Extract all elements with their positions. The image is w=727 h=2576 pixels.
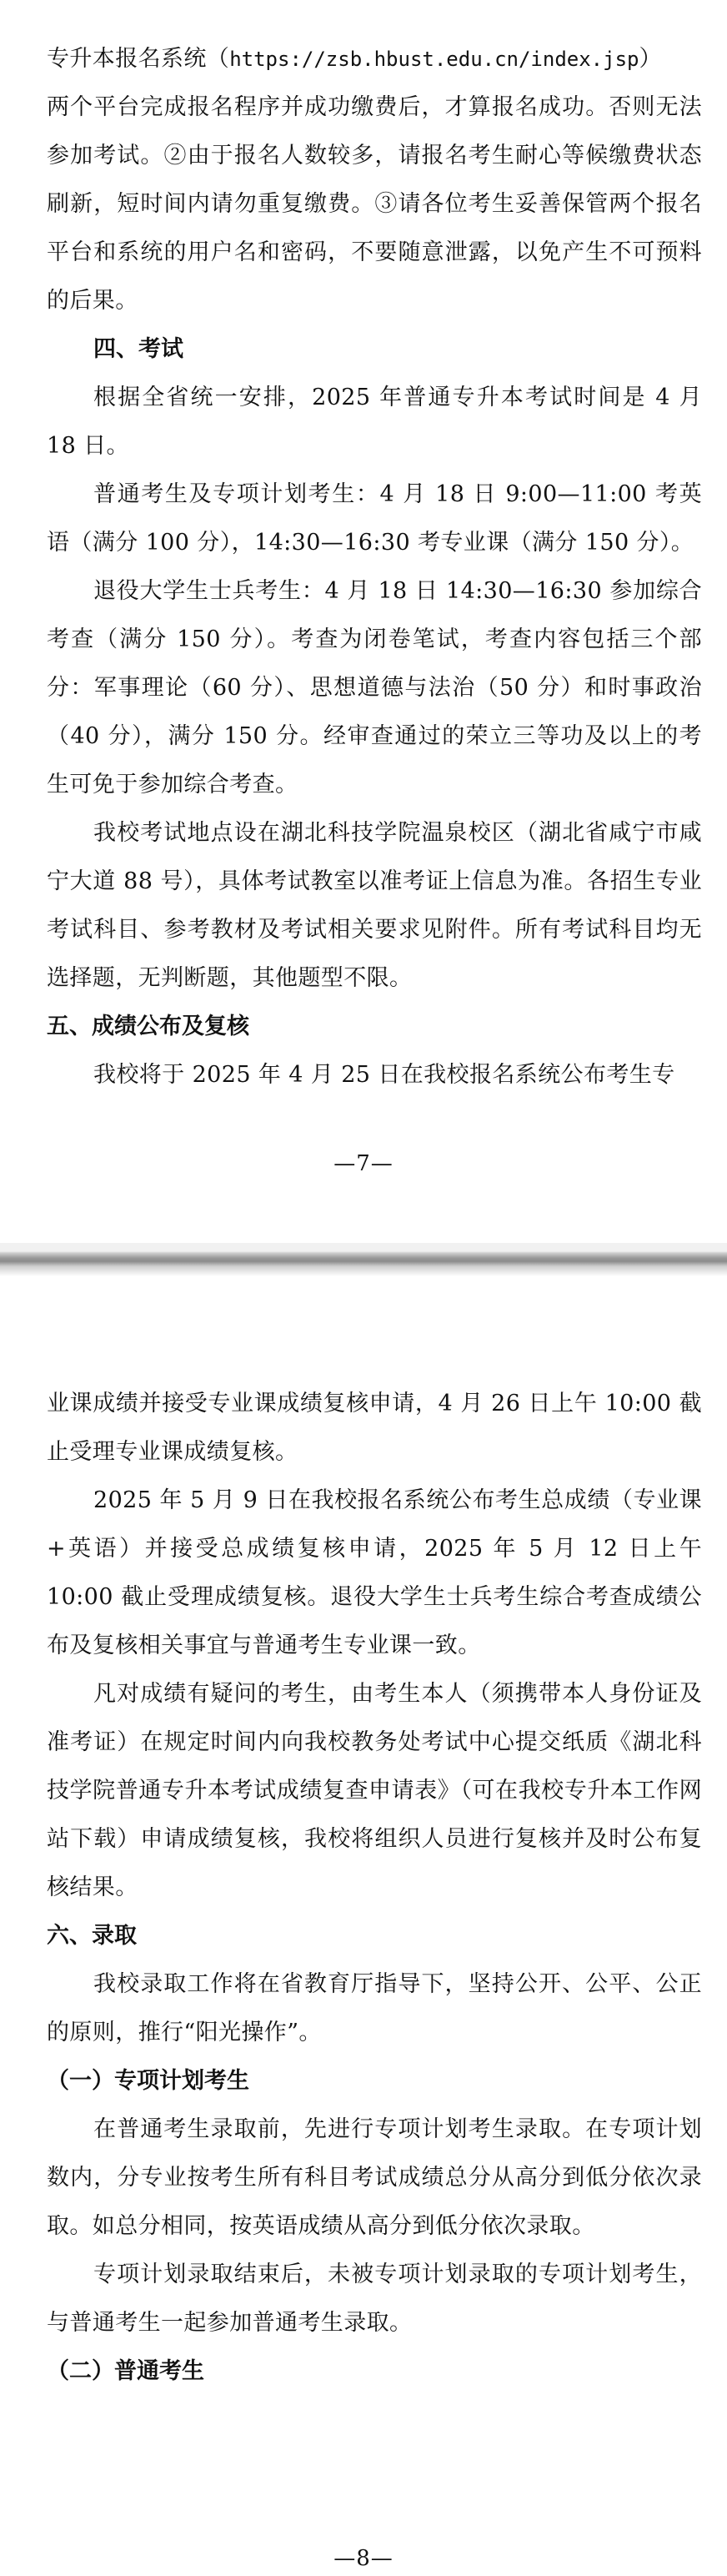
admission-paragraph-2: 在普通考生录取前，先进行专项计划考生录取。在专项计划数内，分专业按考生所有科目考试成绩总分从高分到低分依次录取。如总分相同，按英语成绩从高分到低分依次录取。 — [47, 2116, 702, 2239]
page-7-content — [47, 35, 702, 1099]
page-number-7: —7— — [333, 1151, 394, 1176]
registration-text-after: ） — [639, 46, 662, 72]
scores-paragraph-2: 2025 年 5 月 9 日在我校报名系统公布考生总成绩（专业课+英语）并接受总成绩复核申请，2025 年 5 月 12 日上午 10:00 截止受理成绩复核。退役大学生士兵考生综合考查成绩公布及复核相关事宜与普通考生专业课一致。 — [47, 1487, 702, 1658]
scores-paragraph-1-cont: 业课成绩并接受专业课成绩复核申请，4 月 26 日上午 10:00 截止受理专业课成绩复核。 — [47, 1391, 702, 1465]
page-number-8: —8— — [333, 2546, 394, 2571]
admission-paragraph-3: 专项计划录取结束后，未被专项计划录取的专项计划考生，与普通考生一起参加普通考生录取。 — [47, 2262, 702, 2336]
exam-paragraph-2: 普通考生及专项计划考生：4 月 18 日 9:00—11:00 考英语（满分 100 分），14:30—16:30 考专业课（满分 150 分）。 — [47, 481, 702, 556]
document-page-8 — [0, 1276, 727, 2576]
registration-notes-paragraph: 两个平台完成报名程序并成功缴费后，才算报名成功。否则无法参加考试。②由于报名人数较多，请报名考生耐心等候缴费状态刷新，短时间内请勿重复缴费。③请各位考生妥善保管两个报名平台和系统的用户名和密码，不要随意泄露，以免产生不可预料的后果。 — [47, 94, 702, 314]
subheading-special-plan: （一）专项计划考生 — [47, 2068, 249, 2094]
registration-system-line — [47, 35, 702, 83]
registration-text: 专升本报名系统（ — [47, 46, 230, 72]
scores-paragraph-1-start: 我校将于 2025 年 4 月 25 日在我校报名系统公布考生专 — [93, 1062, 675, 1088]
page-separator — [0, 1243, 727, 1276]
exam-paragraph-3: 退役大学生士兵考生：4 月 18 日 14:30—16:30 参加综合考查（满分 150 分）。考查为闭卷笔试，考查内容包括三个部分：军事理论（60 分）、思想道德与法治（50 分）和时事政治（40 分），满分 150 分。经审查通过的荣立三等功及以上的考生可免于参加综合考查。 — [47, 578, 702, 797]
document-page-7 — [0, 0, 727, 1243]
subheading-regular: （二）普通考生 — [47, 2358, 204, 2384]
scores-paragraph-3: 凡对成绩有疑问的考生，由考生本人（须携带本人身份证及准考证）在规定时间内向我校教务处考试中心提交纸质《湖北科技学院普通专升本考试成绩复查申请表》（可在我校专升本工作网站下载）申请成绩复核，我校将组织人员进行复核并及时公布复核结果。 — [47, 1681, 702, 1900]
registration-url-link[interactable]: https://zsb.hbust.edu.cn/index.jsp — [229, 48, 639, 71]
exam-paragraph-4: 我校考试地点设在湖北科技学院温泉校区（湖北省咸宁市咸宁大道 88 号），具体考试教室以准考证上信息为准。各招生专业考试科目、参考教材及考试相关要求见附件。所有考试科目均无选择题，无判断题，其他题型不限。 — [47, 820, 702, 991]
admission-paragraph-1: 我校录取工作将在省教育厅指导下，坚持公开、公平、公正的原则，推行“阳光操作”。 — [47, 1971, 702, 2045]
section-heading-scores: 五、成绩公布及复核 — [47, 1014, 249, 1039]
section-heading-exam: 四、考试 — [93, 336, 183, 362]
exam-paragraph-1: 根据全省统一安排，2025 年普通专升本考试时间是 4 月 18 日。 — [47, 385, 702, 459]
page-8-content — [47, 1380, 702, 2396]
section-heading-admission: 六、录取 — [47, 1923, 137, 1949]
